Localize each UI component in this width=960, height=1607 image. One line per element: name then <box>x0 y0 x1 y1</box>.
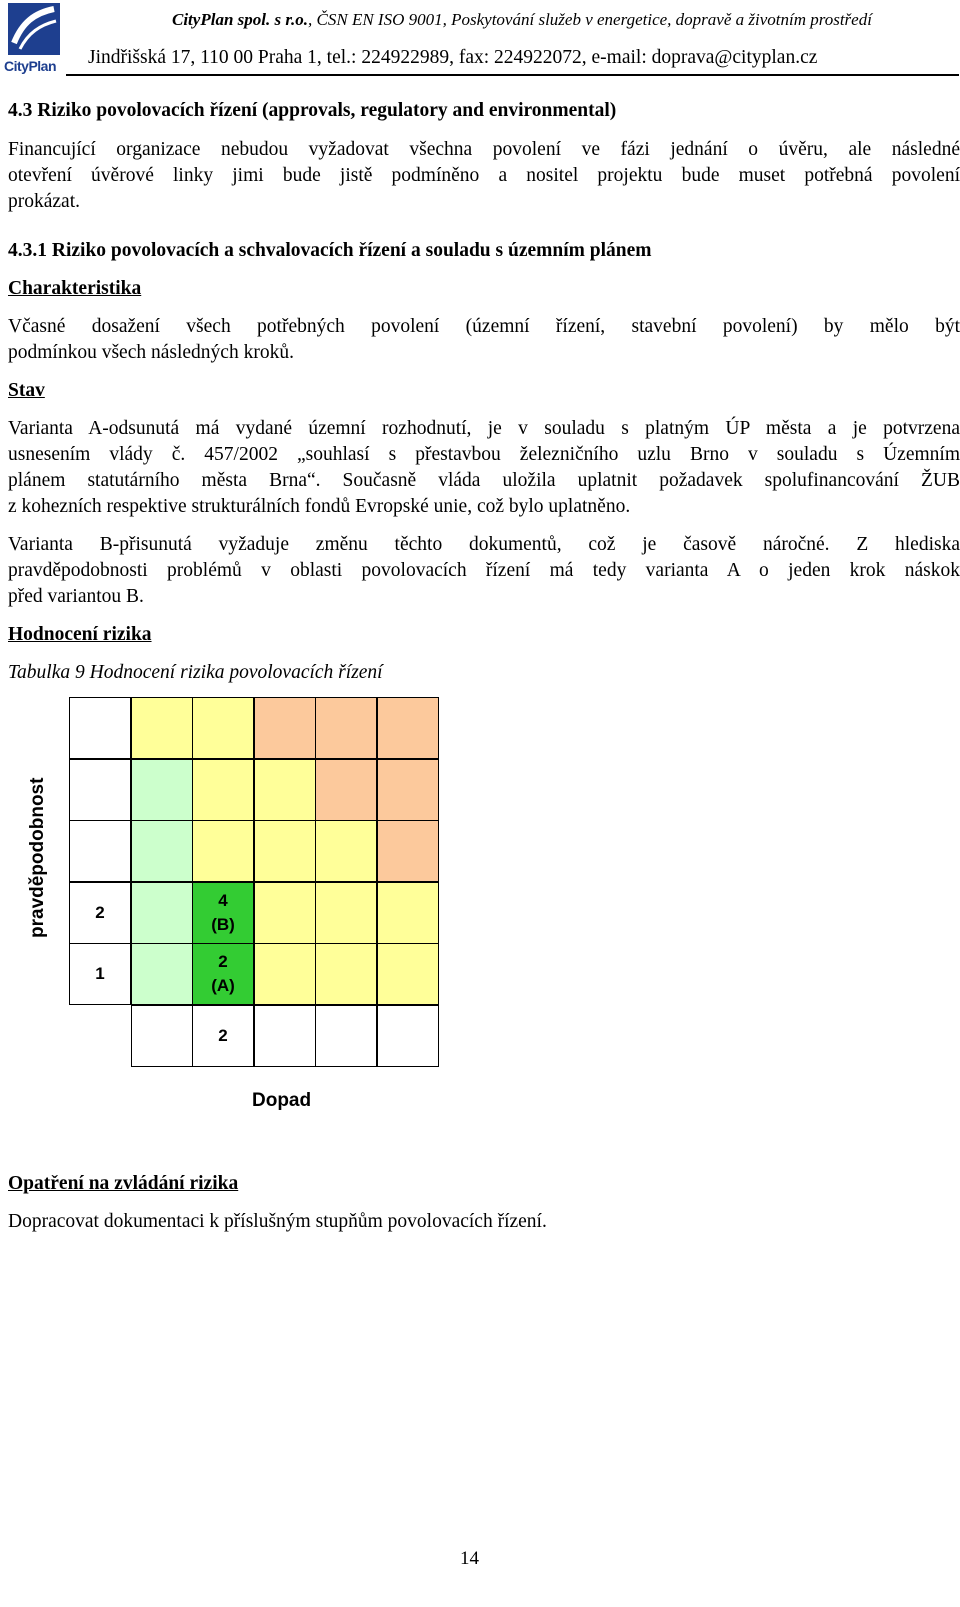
page-header <box>0 0 960 80</box>
matrix-cell <box>377 943 439 1005</box>
status-line: Varianta B-přisunutá vyžaduje změnu těchto dokumentů, což je časově náročné. Z hlediska <box>8 534 960 555</box>
measures-label: Opatření na zvládání rizika <box>8 1173 239 1194</box>
matrix-cell <box>131 943 193 1005</box>
y-axis-label <box>27 777 57 968</box>
intro-line: otevření úvěrové linky jimi bude jistě podmíněno a nositel projektu bude muset potřebná povolení <box>8 165 960 186</box>
matrix-cell <box>131 820 193 882</box>
matrix-cell <box>192 697 254 759</box>
cityplan-logo-icon <box>8 3 60 55</box>
matrix-cell <box>254 820 316 882</box>
matrix-cell <box>192 759 254 821</box>
status-line: Varianta A-odsunutá má vydané územní rozhodnutí, je v souladu s platným ÚP města a je potvrzena <box>8 418 960 439</box>
matrix-cell <box>254 943 316 1005</box>
subsection-heading: 4.3.1 Riziko povolovacích a schvalovacích řízení a souladu s územním plánem <box>8 240 652 261</box>
matrix-cell <box>315 820 377 882</box>
matrix-cell <box>131 697 193 759</box>
matrix-cell-label: 4 (B) <box>192 882 254 944</box>
matrix-cell <box>69 759 131 821</box>
intro-line: prokázat. <box>8 191 81 212</box>
matrix-cell <box>69 820 131 882</box>
characteristics-line: Včasné dosažení všech potřebných povolení (územní řízení, stavební povolení) by mělo být <box>8 316 960 337</box>
status-line: před variantou B. <box>8 586 144 607</box>
matrix-cell <box>254 882 316 944</box>
matrix-cell <box>254 759 316 821</box>
measures-text: Dopracovat dokumentaci k příslušným stupňům povolovacích řízení. <box>8 1211 547 1232</box>
company-logo <box>4 3 64 75</box>
header-company-line: CityPlan spol. s r.o., ČSN EN ISO 9001, Poskytování služeb v energetice, dopravě a životním prostředí <box>172 10 872 29</box>
matrix-cell-label: 2 <box>69 882 131 944</box>
status-line: pravděpodobnosti problémů v oblasti povolovacích řízení má tedy varianta A o jeden krok náskok <box>8 560 960 581</box>
intro-line: Financující organizace nebudou vyžadovat všechna povolení ve fázi jednání o úvěru, ale následné <box>8 139 960 160</box>
section-heading: 4.3 Riziko povolovacích řízení (approvals, regulatory and environmental) <box>8 100 617 121</box>
matrix-cell <box>377 697 439 759</box>
matrix-cell <box>377 882 439 944</box>
matrix-cell-label: 2 <box>192 1005 254 1067</box>
page-number: 14 <box>460 1548 479 1569</box>
matrix-cell <box>315 759 377 821</box>
matrix-cell <box>131 882 193 944</box>
matrix-cell <box>377 1005 439 1067</box>
matrix-cell <box>315 943 377 1005</box>
header-address: Jindřišská 17, 110 00 Praha 1, tel.: 224922989, fax: 224922072, e-mail: doprava@cityplan.cz <box>88 47 818 68</box>
company-certification: ČSN EN ISO 9001, Poskytování služeb v energetice, dopravě a životním prostředí <box>316 10 872 29</box>
matrix-cell <box>69 697 131 759</box>
evaluation-label: Hodnocení rizika <box>8 624 152 645</box>
matrix-cell <box>315 882 377 944</box>
status-line: usnesením vlády č. 457/2002 „souhlasí s přestavbou železničního uzlu Brno v souladu s Územním <box>8 444 960 465</box>
table-caption: Tabulka 9 Hodnocení rizika povolovacích řízení <box>8 662 383 683</box>
logo-text: CityPlan <box>4 58 57 74</box>
x-axis-label: Dopad <box>252 1090 312 1111</box>
y-axis-label-text: pravděpodobnost <box>27 777 48 938</box>
status-line: z kohezních respektive strukturálních fondů Evropské unie, což bylo uplatněno. <box>8 496 631 517</box>
characteristics-line: podmínkou všech následných kroků. <box>8 342 294 363</box>
status-line: plánem statutárního města Brna“. Současně vláda uložila uplatnit požadavek spolufinancování ŽUB <box>8 470 960 491</box>
matrix-cell <box>377 820 439 882</box>
matrix-cell <box>254 1005 316 1067</box>
matrix-cell <box>131 1005 193 1067</box>
matrix-cell <box>254 697 316 759</box>
company-name: CityPlan spol. s r.o. <box>172 10 309 29</box>
matrix-cell <box>315 1005 377 1067</box>
matrix-cell-label: 2 (A) <box>192 943 254 1005</box>
characteristics-label: Charakteristika <box>8 278 142 299</box>
matrix-cell <box>315 697 377 759</box>
matrix-cell-label: 1 <box>69 943 131 1005</box>
status-label: Stav <box>8 380 45 401</box>
matrix-cell <box>131 759 193 821</box>
header-divider <box>66 74 959 76</box>
matrix-cell <box>192 820 254 882</box>
matrix-cell <box>377 759 439 821</box>
